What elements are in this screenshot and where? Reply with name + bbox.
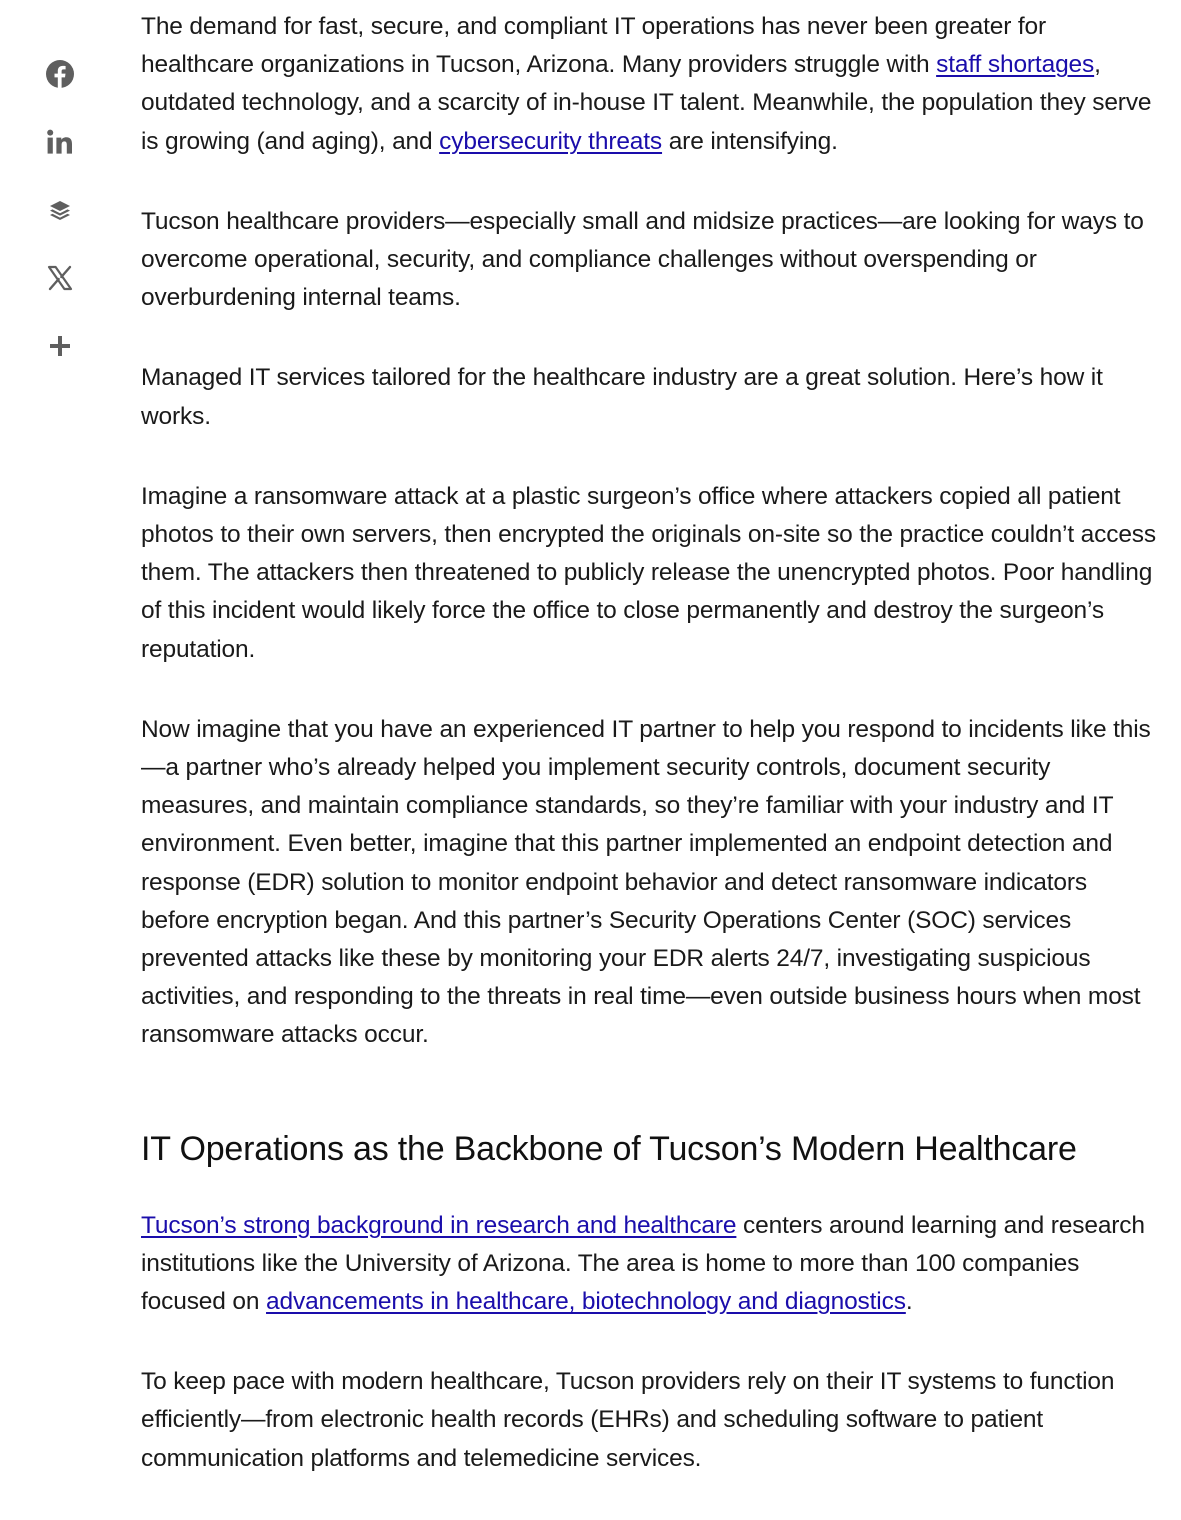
plus-icon [49,335,71,357]
share-bar [36,40,84,380]
facebook-icon [45,59,75,89]
intro-text-3: are intensifying. [662,127,838,155]
tucson-research-link[interactable]: Tucson’s strong background in research and healthcare [141,1211,737,1239]
tucson-text-1: centers around learning and research institutions like the University of Arizona. The area is home to more than 100 companies focused on [141,1211,1145,1316]
share-linkedin-button[interactable] [36,108,84,176]
ransomware-scenario-paragraph: Imagine a ransomware attack at a plastic surgeon’s office where attackers copied all patient photos to their own servers, then encrypted the originals on-site so the practice couldn’t access them. The attackers then threatened to publicly release the unencrypted photos. Poor handling of this incident would likely force the office to close permanently and destroy the surgeon’s reputation. [141,482,1157,663]
it-systems-paragraph: To keep pace with modern healthcare, Tucson providers rely on their IT systems to function efficiently—from electronic health records (EHRs) and scheduling software to patient communication platforms and telemedicine services. [141,1368,1115,1472]
healthcare-advancements-link[interactable]: advancements in healthcare, biotechnology and diagnostics [266,1288,906,1316]
article-body [141,8,1156,1520]
linkedin-icon [46,128,74,156]
tucson-text-2: . [905,1288,913,1316]
buffer-icon [48,198,72,222]
intro-paragraph [141,8,1156,161]
section-heading: IT Operations as the Backbone of Tucson’s Modern Healthcare [141,1129,1077,1168]
share-buffer-button[interactable] [36,176,84,244]
it-partner-paragraph: Now imagine that you have an experienced IT partner to help you respond to incidents like this—a partner who’s already helped you implement security controls, document security measures, and maintain compliance standards, so they’re familiar with your industry and IT environment. Even better, imagine that this partner implemented an endpoint detection and response (EDR) solution to monitor endpoint behavior and detect ransomware indicators before encryption began. And this partner’s Security Operations Center (SOC) services prevented attacks like these by monitoring your EDR alerts 24/7, investigating suspicious activities, and responding to the threats in real time—even outside business hours when most ransomware attacks occur. [141,715,1151,1049]
providers-paragraph: Tucson healthcare providers—especially small and midsize practices—are looking for ways to overcome operational, security, and compliance challenges without overspending or overburdening internal teams. [141,207,1144,312]
solution-paragraph: Managed IT services tailored for the healthcare industry are a great solution. Here’s how it works. [141,364,1103,430]
intro-text-2: , outdated technology, and a scarcity of in-house IT talent. Meanwhile, the population they serve is growing (and aging), and [141,51,1152,155]
cybersecurity-threats-link[interactable]: cybersecurity threats [439,127,663,155]
share-x-button[interactable] [36,244,84,312]
share-more-button[interactable] [36,312,84,380]
share-facebook-button[interactable] [36,40,84,108]
intro-text-1: The demand for fast, secure, and compliant IT operations has never been greater for healthcare organizations in Tucson, Arizona. Many providers struggle with [141,13,1047,79]
staff-shortages-link[interactable]: staff shortages [936,51,1095,79]
tucson-background-paragraph [141,1207,1156,1322]
x-icon [47,265,73,291]
